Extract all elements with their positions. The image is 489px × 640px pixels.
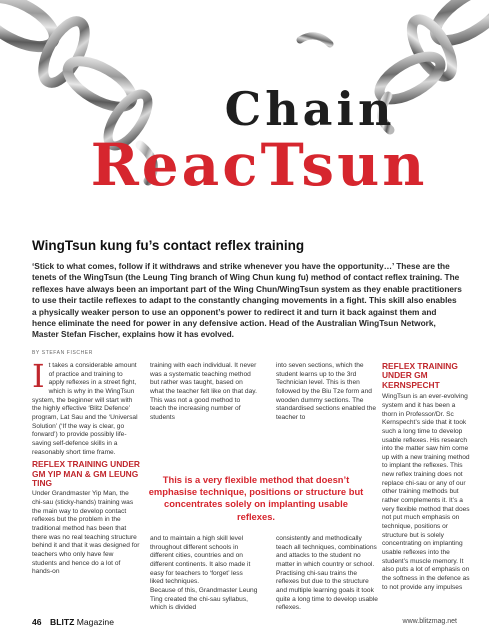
column-2-bottom [150,535,258,613]
website-url: www.blitzmag.net [402,618,457,625]
intro-paragraph [32,357,140,457]
column-1 [32,357,140,577]
standfirst: ‘Stick to what comes, follow if it withdraws and strike whenever you have the opportunity…’ These are the tenets of the WingTsun (the Leung Ting branch of Wing Chun kung fu) method of contact reflex training. The reflexes have always been an important part of the Wing Chun/WingTsun system as they enable practitioners to use their tactile reflexes to adapt to the constantly changing movements in a fight. This skill also enables a physically weaker person to use an opponent’s power to redirect it and turn it back against them and hence eliminate the need for power in any defensive action. Head of the Australian WingTsun Network, Master Stefan Fischer, explains how it has evolved. [32,261,462,340]
headline: WingTsun kung fu’s contact reflex training [32,238,305,253]
page-number: 46 [32,617,42,627]
body-paragraph: and to maintain a high skill level throughout different schools in different cities, countries and on different continents. It also made it easy for teachers to ‘forget’ less liked techniques. Because of this, Grandmaster Leung Ting created the chi-sau syllabus, which is divided [150,535,258,612]
column-2-top [150,362,258,423]
body-paragraph: training with each individual. It never was a systematic teaching method but rather was taught, based on what the teacher felt like on that day. This was not a good method to teach the increasing number of students [150,362,257,421]
title-line-2: ReacTsun [90,131,428,199]
subhead-kernspecht: REFLEX TRAINING UNDER GM KERNSPECHT [382,361,458,390]
magazine-name [50,617,114,627]
body-paragraph: WingTsun is an ever-evolving system and it has been a thorn in Professor/Dr. Sc Kernspecht’s side that it took such a long time to develop usable reflexes. His research into the matter saw him come up with a new training method to implant the reflexes. This new reflex training does not replace chi-sau or any of our other training methods but rather complements it. It’s a very flexible method that does not put much emphasis on technique, positions or structure but is solely concentrating on implanting usable reflexes into the student’s muscle memory. It also puts a lot of emphasis on the softness in the defence as to not provide any impulses [382,393,470,591]
byline: BY STEFAN FISCHER [32,350,93,356]
title-line-1: Chain [224,82,396,136]
drop-cap: I [32,357,45,395]
intro-text: t takes a considerable amount of practice and training to apply reflexes in a street fight, which is why in the WingTsun system, the beginner will start with the highly effective ‘Blitz Defence’ program, Lat Sau and the ‘Universal Solution’ (‘If the way is clear, go forward’) to provide possibly life-saving self-defence skills in a reasonably short time frame. [32,362,138,456]
column-3-bottom [276,535,378,613]
magazine-label: Magazine [74,617,114,627]
column-3-top [276,362,378,423]
body-paragraph: into seven sections, which the student learns up to the 3rd Technician level. This is then followed by the Biu Tze form and wooden dummy sections. The standardised sections enabled the teacher to [276,362,377,421]
body-paragraph: Under Grandmaster Yip Man, the chi-sau (sticky-hands) training was the main way to develop contact reflexes but the problem in the traditional method has been that there was no real teaching structure behind it and that it was designed for teachers who only have few students and hence do a lot of hands-on [32,490,140,576]
body-paragraph: consistently and methodically teach all techniques, combinations and attacks to the student no matter in which country or school. Practising chi-sau trains the reflexes but due to the structure and multiple learning goals it took quite a long time to develop usable reflexes. [276,535,378,612]
magazine-brand: BLITZ [50,617,75,627]
subhead-yip-man: REFLEX TRAINING UNDER GM YIP MAN & GM LEUNG TING [32,459,140,489]
pull-quote: This is a very flexible method that doesn’t emphasise technique, positions or structure but concentrates solely on implanting usable reflexes. [148,474,364,522]
column-4 [382,362,472,592]
